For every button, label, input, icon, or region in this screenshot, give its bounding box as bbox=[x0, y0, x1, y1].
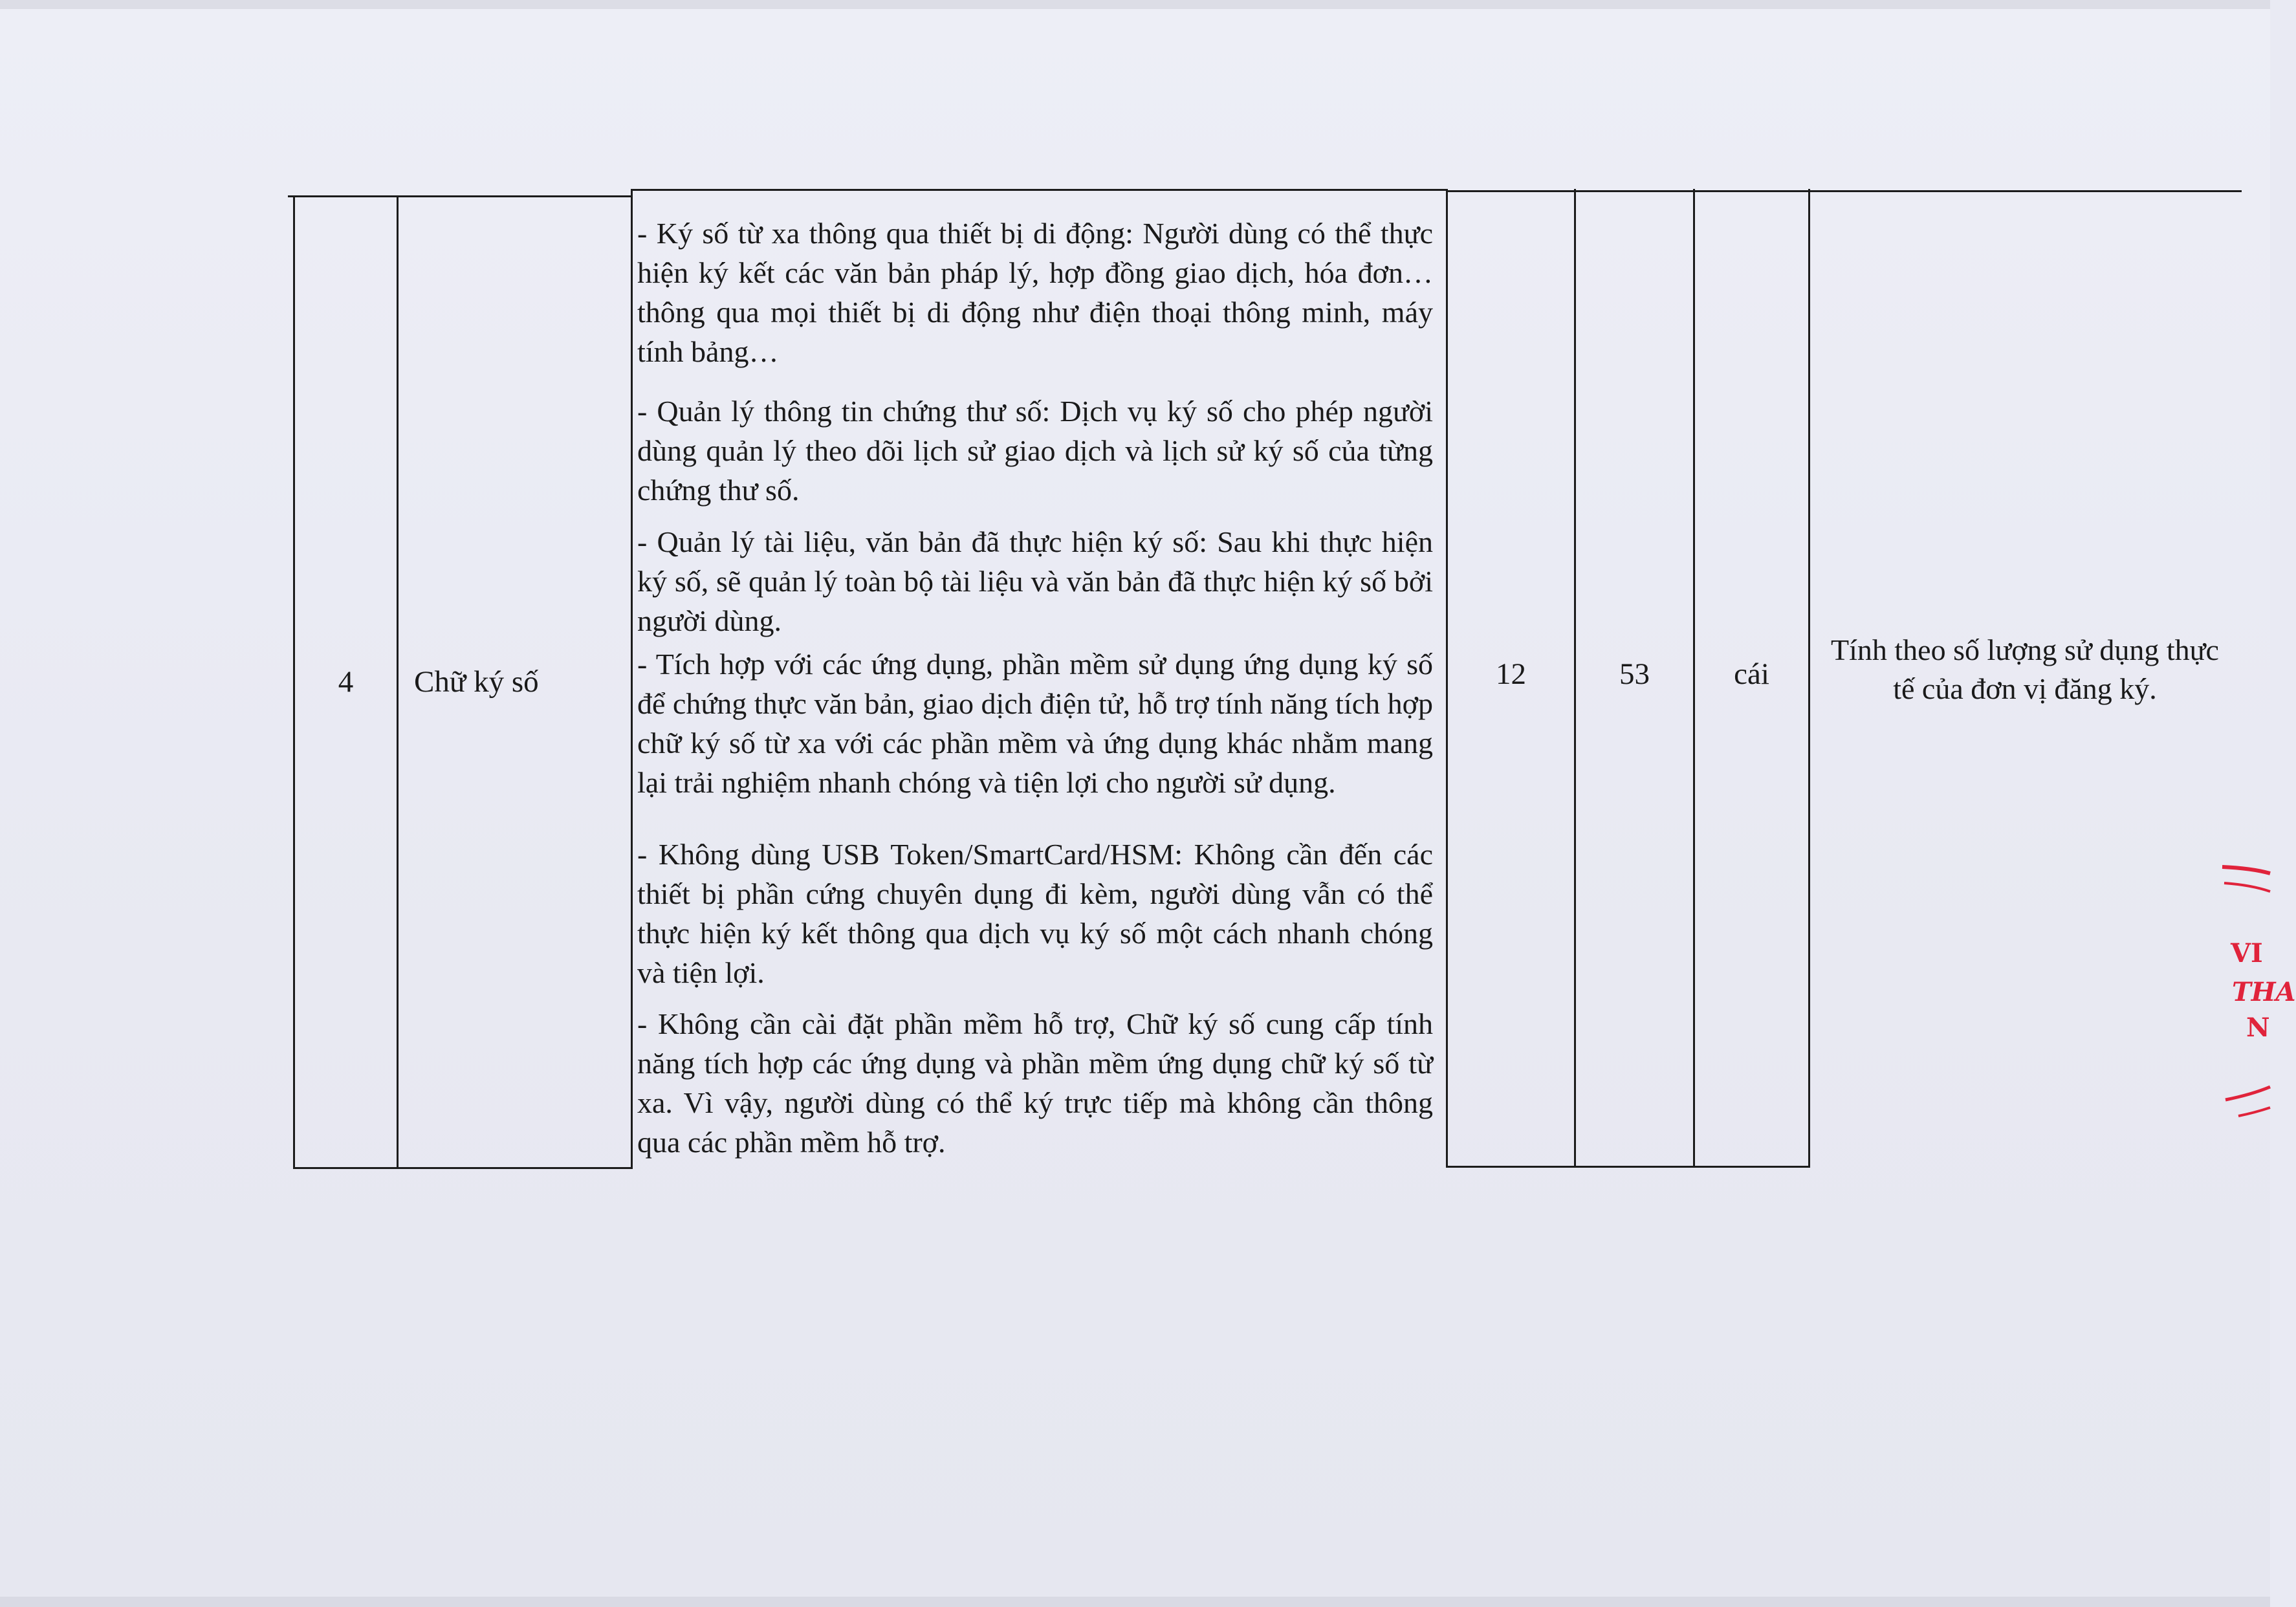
description-paragraph: - Ký số từ xa thông qua thiết bị di động: Người dùng có thể thực hiện ký kết các văn bản pháp lý, hợp đồng giao dịch, hóa đơn… thông qua mọi thiết bị di động như điện thoại thông minh, máy tính bảng… bbox=[637, 217, 1433, 368]
stt-cell: 4 bbox=[338, 665, 354, 699]
stamp-text-2: THA bbox=[2232, 977, 2296, 1007]
stamp-text-1: VI bbox=[2231, 938, 2263, 968]
description-paragraph: - Tích hợp với các ứng dụng, phần mềm sử dụng ứng dụng ký số để chứng thực văn bản, giao dịch điện tử, hỗ trợ tính năng tích hợp chữ ký số từ xa với các phần mềm và ứng dụng khác nhằm mang lại trải nghiệm nhanh chóng và tiện lợi cho người sử dụng. bbox=[637, 648, 1433, 799]
red-stamp-fragment bbox=[2213, 854, 2296, 1132]
unit-cell: cái bbox=[1734, 657, 1769, 691]
quantity-cell-1: 12 bbox=[1496, 657, 1526, 691]
item-name-cell: Chữ ký số bbox=[414, 665, 539, 699]
scan-top-edge bbox=[0, 0, 2270, 9]
note-cell: Tính theo số lượng sử dụng thực tế của đơn vị đăng ký. bbox=[1831, 633, 2219, 705]
description-paragraph: - Quản lý thông tin chứng thư số: Dịch vụ ký số cho phép người dùng quản lý theo dõi lịch sử giao dịch và lịch sử ký số của từng chứng thư số. bbox=[637, 395, 1433, 507]
description-paragraph: - Quản lý tài liệu, văn bản đã thực hiện ký số: Sau khi thực hiện ký số, sẽ quản lý toàn bộ tài liệu và văn bản đã thực hiện ký số bởi người dùng. bbox=[637, 525, 1433, 637]
description-paragraph: - Không dùng USB Token/SmartCard/HSM: Không cần đến các thiết bị phần cứng chuyên dụng đi kèm, người dùng vẫn có thể thực hiện ký kết thông qua dịch vụ ký số một cách nhanh chóng và tiện lợi. bbox=[637, 838, 1433, 989]
description-paragraph: - Không cần cài đặt phần mềm hỗ trợ, Chữ ký số cung cấp tính năng tích hợp các ứng dụng và phần mềm ứng dụng chữ ký số từ xa. Vì vậy, người dùng có thể ký trực tiếp mà không cần thông qua các phần mềm hỗ trợ. bbox=[637, 1007, 1433, 1159]
quantity-cell-2: 53 bbox=[1619, 657, 1650, 691]
scan-bottom-edge bbox=[0, 1597, 2270, 1607]
stamp-text-3: N bbox=[2246, 1012, 2270, 1043]
